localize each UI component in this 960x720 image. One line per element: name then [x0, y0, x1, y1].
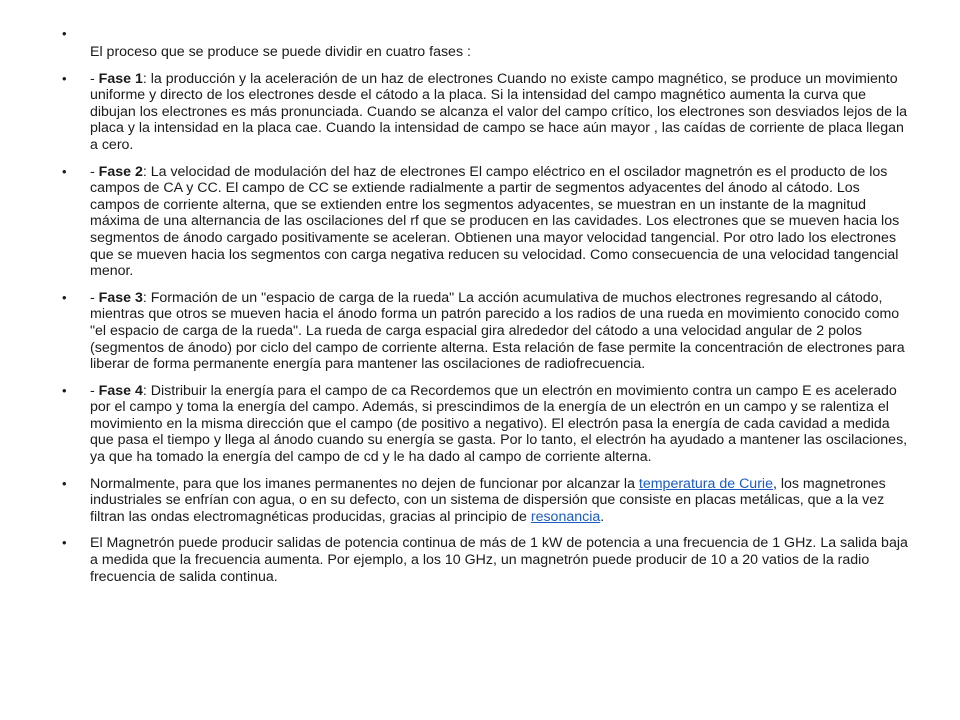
list-item-intro — [62, 26, 908, 61]
list-item-phase-1 — [62, 71, 908, 154]
phase-3-text: : Formación de un "espacio de carga de la rueda" La acción acumulativa de muchos electrones regresando al cátodo, mientras que otros se mueven hacia el ánodo forma un patrón parecido a los radios de una rueda en movimiento conocido como "el espacio de carga de la rueda". La rueda de carga espacial gira alrededor del cátodo a una velocidad angular de 2 polos (segmentos de ánodo) por ciclo del campo de corriente alterna. Esta relación de fase permite la concentración de electrones para liberar de forma permanente energía para mantener las oscilaciones de radiofrecuencia. — [90, 289, 905, 373]
bullet-icon: • — [62, 26, 67, 41]
bullet-icon: • — [62, 163, 67, 179]
power-text: El Magnetrón puede producir salidas de potencia continua de más de 1 kW de potencia a una frecuencia de 1 GHz. La salida baja a medida que la frecuencia aumenta. Por ejemplo, a los 10 GHz, un magnetrón puede producir de 10 a 20 vatios de la radio frecuencia de salida continua. — [90, 535, 908, 585]
curie-temperature-link[interactable]: temperatura de Curie — [638, 475, 773, 492]
bullet-icon: • — [62, 289, 67, 305]
phase-2-text: : La velocidad de modulación del haz de electrones El campo eléctrico en el oscilador magnetrón es el producto de los campos de CA y CC. El campo de CC se extiende radialmente a partir de segmentos adyacentes del ánodo al cátodo. Los campos de corriente alterna, que se extienden entre los segmentos adyacentes, se muestran en un instante de la magnitud máxima de una alternancia de las oscilaciones del rf que se producen en las cavidades. Los electrones que se mueven hacia los segmentos de ánodo cargado positivamente se aceleran. Obtienen una mayor velocidad tangencial. Por otro lado los electrones que se mueven hacia los segmentos con carga negativa reducen su velocidad. Como consecuencia de una velocidad tangencial menor. — [90, 163, 900, 280]
phase-prefix: - — [90, 289, 99, 306]
phase-prefix: - — [90, 163, 99, 180]
list-item-cooling — [62, 476, 908, 526]
phase-prefix: - — [90, 70, 99, 87]
phase-2-label: Fase 2 — [98, 163, 143, 180]
cooling-text-after: . — [600, 508, 605, 525]
resonance-link[interactable]: resonancia — [530, 508, 601, 525]
phase-3-label: Fase 3 — [98, 289, 143, 306]
bullet-icon: • — [62, 382, 67, 398]
bullet-icon: • — [62, 475, 67, 491]
phase-prefix: - — [90, 382, 99, 399]
phase-4-text: : Distribuir la energía para el campo de ca Recordemos que un electrón en movimiento contra un campo E es acelerado por el campo y toma la energía del campo. Además, si prescindimos de la energía de un electrón en un campo y se ralentiza el movimiento en la misma dirección que el campo (de positivo a negativo). El electrón pasa la energía de cada cavidad a medida que pasa el tiempo y llega al ánodo cuando su energía se gasta. Por lo tanto, el electrón ha ayudado a mantener las oscilaciones, ya que ha tomado la energía del campo de cd y le ha dado al campo de corriente alterna. — [90, 382, 908, 466]
cooling-text-middle: , los magnetrones industriales se enfrían con agua, o en su defecto, con un sistema de dispersión que consiste en placas metálicas, que a la vez filtran las ondas electromagnéticas producidas, gracias al principio de — [90, 475, 886, 525]
list-item-phase-2 — [62, 164, 908, 280]
bullet-icon: • — [62, 70, 67, 86]
intro-text: El proceso que se produce se puede dividir en cuatro fases : — [90, 44, 471, 60]
cooling-text-before: Normalmente, para que los imanes permanentes no dejen de funcionar por alcanzar la — [90, 475, 639, 492]
list-item-power — [62, 535, 908, 585]
phase-1-label: Fase 1 — [98, 70, 143, 87]
phase-4-label: Fase 4 — [98, 382, 143, 399]
phase-1-text: : la producción y la aceleración de un haz de electrones Cuando no existe campo magnético, se produce un movimiento uniforme y directo de los electrones desde el cátodo a la placa. Si la intensidad del campo magnético aumenta la curva que dibujan los electrones es más pronunciada. Cuando se alcanza el valor del campo crítico, los electrones son desviados lejos de la placa y la intensidad en la placa cae. Cuando la intensidad de campo se hace aún mayor , las caídas de corriente de placa llegan a cero. — [90, 70, 908, 153]
bullet-icon: • — [62, 535, 67, 551]
list-item-phase-4 — [62, 383, 908, 466]
bullet-list — [62, 26, 908, 595]
list-item-phase-3 — [62, 290, 908, 373]
